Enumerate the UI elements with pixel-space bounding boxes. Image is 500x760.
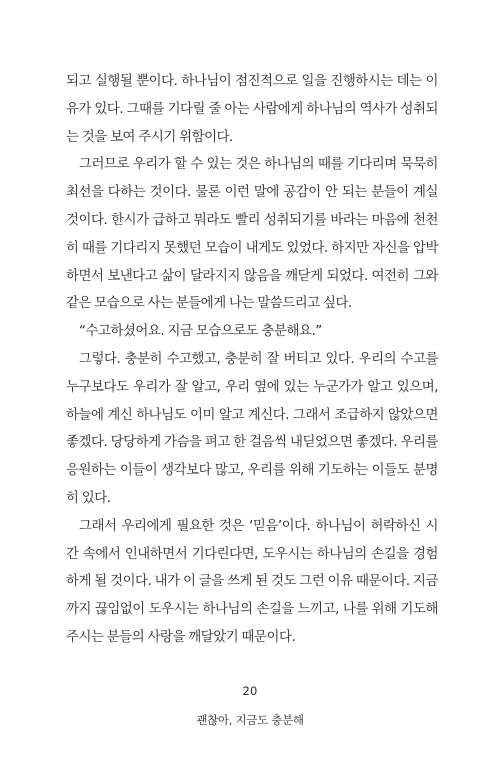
running-footer-title: 괜찮아, 지금도 충분해 xyxy=(196,713,304,727)
paragraph: 그래서 우리에게 필요한 것은 ‘믿음’이다. 하나님이 허락하신 시간 속에서 인내하면서 기다린다면, 도우시는 하나님의 손길을 경험하게 될 것이다. 내가 이 글을 쓰게 된 것도 그런 이유 때문이다. 지금까지 끊임없이 도우시는 하나님의 손길을 느끼고, 나를 위해 기도해 주시는 분들의 사랑을 깨달았기 때문이다. xyxy=(66,518,438,645)
paragraph: 그러므로 우리가 할 수 있는 것은 하나님의 때를 기다리며 묵묵히 최선을 다하는 것이다. 물론 이런 말에 공감이 안 되는 분들이 계실 것이다. 한시가 급하고 뭐라도 빨리 성취되기를 바라는 마음에 천천히 때를 기다리지 못했던 모습이 내게도 있었다. 하지만 자신을 압박하면서 보낸다고 삶이 달라지지 않음을 깨닫게 되었다. 여전히 그와 같은 모습으로 사는 분들에게 나는 말씀드리고 싶다. xyxy=(66,157,438,312)
body-text xyxy=(66,68,438,652)
page-number: 20 xyxy=(242,684,258,698)
paragraph: 그렇다. 충분히 수고했고, 충분히 잘 버티고 있다. 우리의 수고를 누구보다도 우리가 잘 알고, 우리 옆에 있는 누군가가 알고 있으며, 하늘에 계신 하나님도 이미 알고 계신다. 그래서 조급하지 않았으면 좋겠다. 당당하게 가슴을 펴고 한 걸음씩 내딛었으면 좋겠다. 우리를 응원하는 이들이 생각보다 많고, 우리를 위해 기도하는 이들도 분명히 있다. xyxy=(66,351,438,506)
paragraph-continuation: 되고 실행될 뿐이다. 하나님이 점진적으로 일을 진행하시는 데는 이유가 있다. 그때를 기다릴 줄 아는 사람에게 하나님의 역사가 성취되는 것을 보여 주시기 위함이다. xyxy=(66,74,438,145)
quote-paragraph: “수고하셨어요. 지금 모습으로도 충분해요.” xyxy=(79,324,322,340)
